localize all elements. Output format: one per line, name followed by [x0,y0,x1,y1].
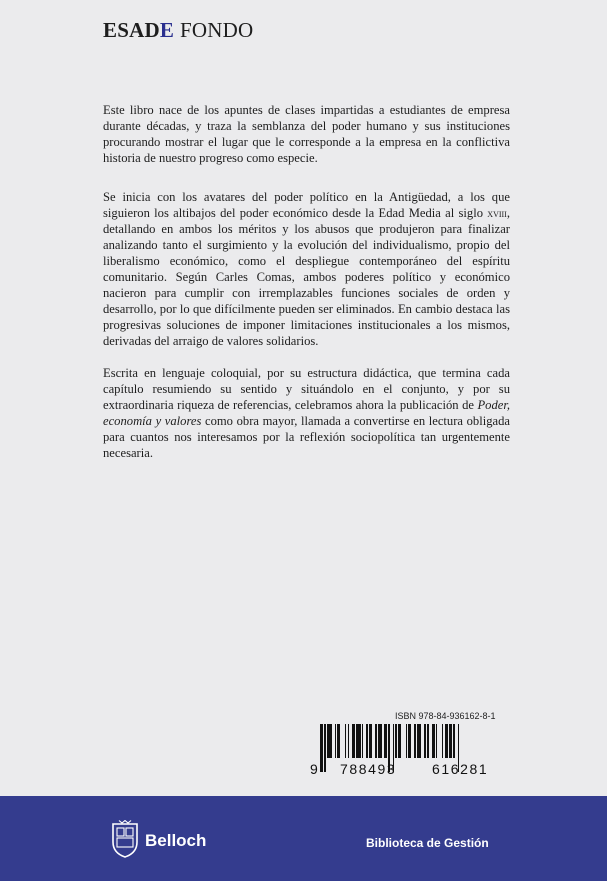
barcode-bar [414,724,415,758]
barcode-bar [327,724,331,758]
barcode-bar [384,724,387,758]
barcode-bar [356,724,360,758]
paragraph-3-text-a: Escrita en lenguaje coloquial, por su estructura didáctica, que termina cada capítulo resumiendo su sentido y situándolo en el conjunto, y por su extraordinaria riqueza de referencias, celebramos ahora la publicación de [103,366,510,412]
logo-e-accent: E [159,18,175,42]
paragraph-3 [103,365,510,461]
esade-fondo-logo [103,18,253,43]
barcode-bar [320,724,323,772]
barcode-bar [324,724,325,772]
barcode-bar [417,724,421,758]
barcode-bar [375,724,376,758]
barcode-bar [348,724,349,758]
paragraph-2 [103,189,510,349]
logo-esad-text: ESAD [103,18,160,42]
barcode-bar [398,724,401,758]
back-cover-description [103,102,510,477]
paragraph-2-text-a: Se inicia con los avatares del poder político en la Antigüedad, a los que siguieron los altibajos del poder económico desde la Edad Media al siglo [103,190,510,220]
barcode-bar [369,724,372,758]
century-numeral: xviii [487,206,507,220]
barcode-bar [345,724,346,758]
paragraph-1 [103,102,510,166]
barcode-bar [436,724,437,758]
barcode-bar [337,724,340,758]
barcode-bar [366,724,367,758]
barcode [312,724,510,778]
barcode-bar [335,724,336,758]
barcode-digit-first: 9 [310,761,318,777]
barcode-bar [406,724,407,758]
logo-fondo-text: FONDO [180,18,254,42]
barcode-bar [424,724,425,758]
barcode-bar [442,724,443,758]
paragraph-1-text: Este libro nace de los apuntes de clases impartidas a estudiantes de empresa durante décadas, y traza la semblanza del poder humano y sus instituciones procurando mostrar el lugar que le corresponde a la empresa en la conflictiva historia de nuestro progreso como especie. [103,103,510,165]
barcode-bar [378,724,382,758]
footer-band [0,796,607,881]
barcode-bar [408,724,411,758]
barcode-bar [395,724,396,758]
barcode-bar [445,724,448,758]
paragraph-3-text-b: como obra mayor, llamada a convertirse en lectura obligada para cuantos nos interesamos por la reflexión sociopolítica tan urgentemente necesaria. [103,414,510,460]
barcode-bar [352,724,355,758]
barcode-bar [453,724,454,758]
publisher-name: Belloch [145,831,207,850]
paragraph-2-text-b: , detallando en ambos los méritos y los abusos que produjeron para finalizar analizando tanto el surgimiento y la evolución del individualismo, propio del liberalismo económico, como el despliegue contemporáneo del espíritu comunitario. Según Carles Comas, ambos poderes político y económico nacieron para cumplir con irremplazables funciones sociales de orden y desarrollo, por lo que difícilmente pueden ser eliminados. En cambio destaca las progresivas soluciones de imponer limitaciones institucionales a los mismos, derivadas del arraigo de valores solidarios. [103,206,510,348]
isbn-label: ISBN 978-84-936162-8-1 [395,711,496,721]
book-title-italic: Poder, economía y valores [103,398,510,428]
barcode-group-right: 616281 [432,761,489,777]
barcode-bar [427,724,428,758]
barcode-bar [362,724,363,758]
barcode-bar [432,724,435,758]
barcode-group-left: 788493 [340,761,397,777]
series-name: Biblioteca de Gestión [366,836,489,850]
barcode-bar [449,724,452,758]
crest-icon [110,820,140,858]
